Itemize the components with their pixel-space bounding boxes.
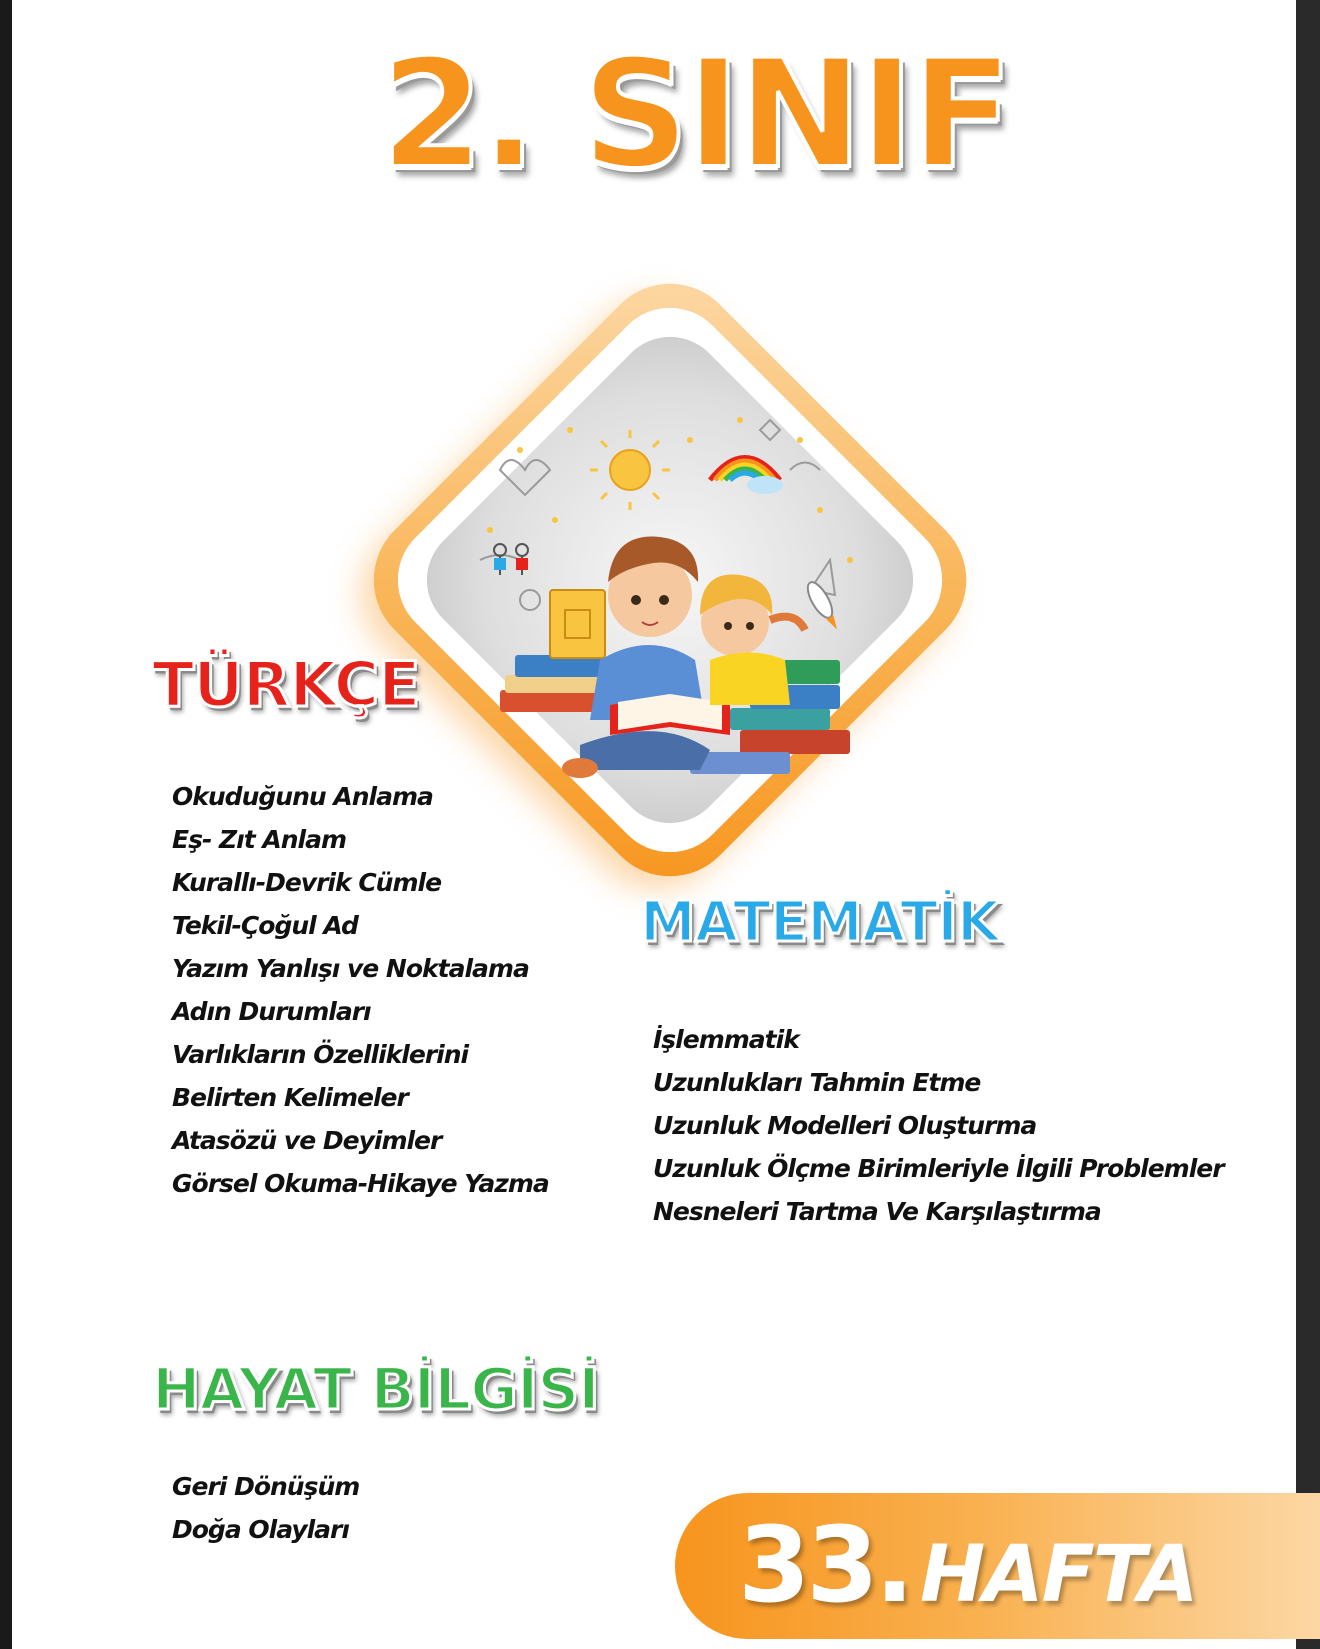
list-item: Görsel Okuma-Hikaye Yazma bbox=[172, 1169, 549, 1198]
week-number: 33. bbox=[738, 1504, 911, 1626]
turkce-heading: TÜRKÇE bbox=[152, 648, 420, 721]
list-item: Atasözü ve Deyimler bbox=[172, 1126, 442, 1155]
list-item: Adın Durumları bbox=[172, 997, 371, 1026]
list-item: Eş- Zıt Anlam bbox=[172, 825, 347, 854]
list-item: Uzunluk Ölçme Birimleriyle İlgili Problemler bbox=[653, 1154, 1224, 1183]
list-item: Geri Dönüşüm bbox=[172, 1472, 360, 1501]
turkce-topic-list bbox=[172, 775, 549, 1205]
list-item: Kurallı-Devrik Cümle bbox=[172, 868, 442, 897]
hayat-bilgisi-topic-list bbox=[172, 1465, 359, 1551]
list-item: Nesneleri Tartma Ve Karşılaştırma bbox=[653, 1197, 1101, 1226]
list-item: Varlıkların Özelliklerini bbox=[172, 1040, 469, 1069]
right-edge bbox=[1296, 0, 1320, 1649]
sun-icon bbox=[590, 430, 670, 510]
list-item: İşlemmatik bbox=[653, 1025, 799, 1054]
matematik-topic-list bbox=[653, 1018, 1224, 1233]
children-reading-books-icon bbox=[460, 360, 880, 800]
left-edge bbox=[0, 0, 12, 1649]
list-item: Okuduğunu Anlama bbox=[172, 782, 433, 811]
list-item: Yazım Yanlışı ve Noktalama bbox=[172, 954, 529, 983]
list-item: Belirten Kelimeler bbox=[172, 1083, 408, 1112]
list-item: Tekil-Çoğul Ad bbox=[172, 911, 358, 940]
week-label: HAFTA bbox=[920, 1530, 1197, 1620]
list-item: Uzunlukları Tahmin Etme bbox=[653, 1068, 981, 1097]
matematik-heading: MATEMATİK bbox=[640, 890, 1000, 955]
list-item: Uzunluk Modelleri Oluşturma bbox=[653, 1111, 1037, 1140]
hayat-bilgisi-heading: HAYAT BİLGİSİ bbox=[152, 1355, 599, 1423]
list-item: Doğa Olayları bbox=[172, 1515, 349, 1544]
grade-title: 2. SINIF bbox=[380, 28, 1010, 202]
